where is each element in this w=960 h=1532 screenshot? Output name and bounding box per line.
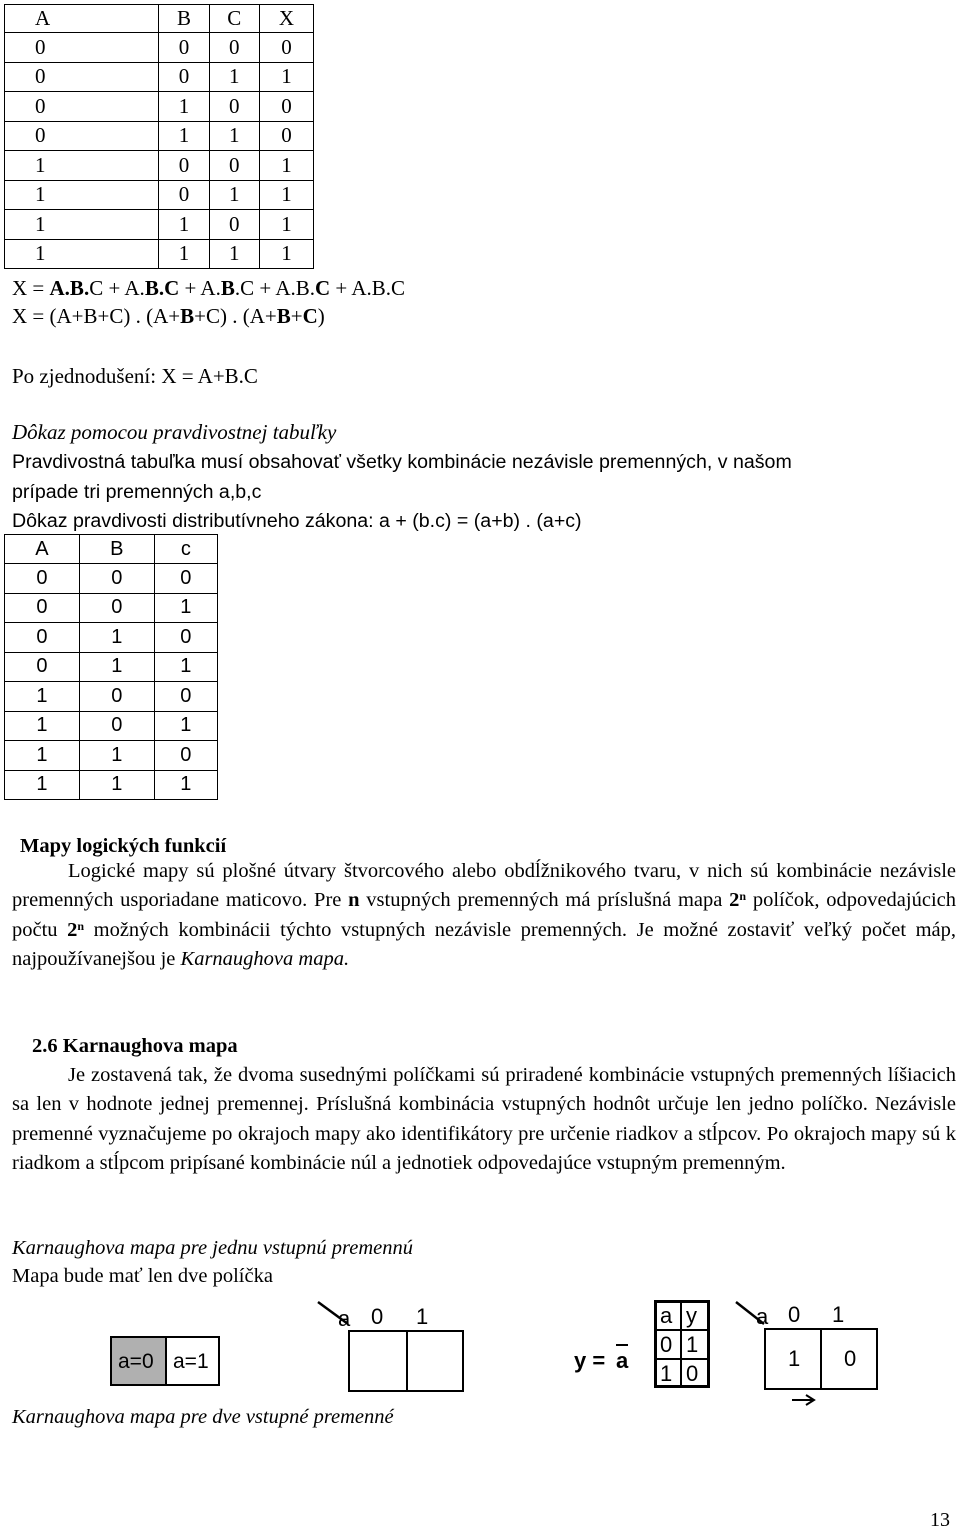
truth-table-1 bbox=[4, 4, 314, 269]
table-row bbox=[5, 62, 314, 92]
pos-part: + bbox=[290, 304, 303, 328]
section-number: 2.6 bbox=[32, 1035, 63, 1057]
simplified-expression: Po zjednodušení: X = A+B.C bbox=[12, 364, 258, 388]
table-cell: 1 bbox=[259, 62, 313, 92]
proof-heading: Dôkaz pomocou pravdivostnej tabuľky bbox=[12, 420, 337, 444]
two-var-heading: Karnaughova mapa pre dve vstupné premenné bbox=[12, 1406, 394, 1428]
text-run: vstupných premenných má príslušná mapa bbox=[359, 889, 730, 912]
table-cell: 0 bbox=[209, 33, 259, 63]
table-cell: 1 bbox=[79, 741, 154, 771]
table-cell: 1 bbox=[5, 180, 159, 210]
table-cell: 1 bbox=[5, 741, 80, 771]
map-cell bbox=[764, 1328, 822, 1390]
table-header-cell: B bbox=[159, 5, 209, 33]
table-cell: 0 bbox=[154, 682, 217, 712]
table-cell: 1 bbox=[209, 62, 259, 92]
table-cell: 1 bbox=[79, 623, 154, 653]
table-cell: 1 bbox=[5, 711, 80, 741]
variable-label: a bbox=[756, 1304, 769, 1329]
table-cell: 1 bbox=[159, 92, 209, 122]
one-var-heading: Karnaughova mapa pre jednu vstupnú premennú bbox=[12, 1237, 414, 1259]
map-cell bbox=[820, 1328, 878, 1390]
sop-expression bbox=[12, 276, 405, 300]
table-cell: 1 bbox=[154, 593, 217, 623]
table-cell: 0 bbox=[5, 623, 80, 653]
table-cell: 0 bbox=[154, 741, 217, 771]
text-run: n bbox=[348, 889, 360, 912]
table-cell: 1 bbox=[154, 770, 217, 800]
table-divider bbox=[680, 1300, 682, 1388]
table-cell: 0 bbox=[159, 180, 209, 210]
table-cell: 0 bbox=[5, 652, 80, 682]
table-row bbox=[5, 564, 218, 594]
table-cell: 1 bbox=[5, 151, 159, 181]
table-cell: 0 bbox=[209, 92, 259, 122]
sop-part: + A. bbox=[179, 276, 221, 300]
text-run: Karnaughova mapa. bbox=[180, 947, 350, 970]
table-cell: 1 bbox=[686, 1332, 699, 1357]
sop-part: B.C bbox=[144, 276, 180, 300]
arrow-icon bbox=[790, 1392, 820, 1408]
cell-value: 0 bbox=[844, 1346, 857, 1371]
column-label: 1 bbox=[832, 1302, 845, 1327]
table-cell: 0 bbox=[79, 711, 154, 741]
pos-expression bbox=[12, 304, 325, 328]
table-cell: 1 bbox=[154, 652, 217, 682]
table-cell: 0 bbox=[5, 121, 159, 151]
karnaugh-figure-3 bbox=[574, 1300, 714, 1392]
equation-rhs: a bbox=[616, 1348, 629, 1373]
table-cell: 1 bbox=[79, 652, 154, 682]
table-row bbox=[5, 180, 314, 210]
truth-table-2 bbox=[4, 534, 218, 800]
table-cell: 0 bbox=[159, 151, 209, 181]
table-cell: 0 bbox=[5, 593, 80, 623]
karnaugh-figure-1 bbox=[110, 1336, 220, 1386]
table-cell: 1 bbox=[259, 210, 313, 240]
text-run: políčok, odpovedajúcich počtu bbox=[12, 889, 956, 941]
table-cell: 1 bbox=[259, 180, 313, 210]
table-cell: 1 bbox=[259, 239, 313, 269]
pos-part: X = (A+B+C) . (A+ bbox=[12, 304, 181, 328]
column-label: 0 bbox=[788, 1302, 801, 1327]
table-header-cell: X bbox=[259, 5, 313, 33]
sop-part: A.B. bbox=[49, 276, 90, 300]
table-row bbox=[5, 741, 218, 771]
column-label: 1 bbox=[416, 1304, 429, 1329]
pos-part: B bbox=[180, 304, 195, 328]
table-row bbox=[5, 682, 218, 712]
cell-value: 1 bbox=[788, 1346, 801, 1371]
text-run: možných kombinácii týchto vstupných nezávisle premenných. Je možné zostaviť veľký počet máp, najpoužívanejšou je bbox=[12, 918, 956, 970]
cell-label: a=1 bbox=[173, 1350, 209, 1373]
table-header-cell: A bbox=[5, 5, 159, 33]
proof-line-1: Pravdivostná tabuľka musí obsahovať všetky kombinácie nezávisle premenných, v našom bbox=[12, 451, 792, 473]
table-header-cell: B bbox=[79, 535, 154, 564]
sop-part: C bbox=[315, 276, 331, 300]
cell-label: a=0 bbox=[118, 1350, 154, 1373]
maps-heading: Mapy logických funkcií bbox=[20, 835, 227, 857]
section-title: Karnaughova mapa bbox=[62, 1035, 238, 1057]
page-number: 13 bbox=[930, 1509, 950, 1531]
table-cell: 0 bbox=[209, 151, 259, 181]
table-row bbox=[5, 652, 218, 682]
table-cell: 0 bbox=[154, 564, 217, 594]
table-cell: 1 bbox=[259, 151, 313, 181]
table-cell: 1 bbox=[159, 239, 209, 269]
variable-label: a bbox=[338, 1306, 351, 1331]
table-cell: 0 bbox=[660, 1332, 673, 1357]
table-cell: 1 bbox=[154, 711, 217, 741]
table-row bbox=[5, 121, 314, 151]
table-cell: 0 bbox=[159, 62, 209, 92]
table-cell: 1 bbox=[5, 239, 159, 269]
table-cell: 0 bbox=[259, 92, 313, 122]
text-run: 2 bbox=[67, 918, 78, 941]
table-cell: 0 bbox=[686, 1361, 699, 1386]
table-row bbox=[5, 210, 314, 240]
sop-part: .C + A.B. bbox=[234, 276, 315, 300]
text-run: Logické mapy sú plošné útvary štvorcového alebo obdĺžnikového tvaru, v nich sú kombinácie nezávisle premenných usporiadane maticovo. Pre bbox=[12, 860, 956, 912]
table-row bbox=[5, 151, 314, 181]
karnaugh-figure-2 bbox=[316, 1300, 466, 1392]
table-cell: 0 bbox=[209, 210, 259, 240]
superscript: n bbox=[77, 918, 85, 933]
table-cell: 1 bbox=[5, 210, 159, 240]
table-cell: 0 bbox=[259, 33, 313, 63]
sop-part: C + A. bbox=[89, 276, 145, 300]
table-row bbox=[5, 593, 218, 623]
table-header-cell: C bbox=[209, 5, 259, 33]
table-row bbox=[5, 33, 314, 63]
table-cell: 0 bbox=[79, 593, 154, 623]
pos-part: B bbox=[276, 304, 291, 328]
table-cell: 0 bbox=[5, 92, 159, 122]
table-cell: 0 bbox=[5, 62, 159, 92]
proof-line-3: Dôkaz pravdivosti distributívneho zákona: a + (b.c) = (a+b) . (a+c) bbox=[12, 510, 582, 532]
table-row bbox=[5, 711, 218, 741]
table-cell: 0 bbox=[5, 33, 159, 63]
table-header-cell: y bbox=[686, 1303, 697, 1328]
sop-part: + A.B.C bbox=[330, 276, 406, 300]
pos-part: ) bbox=[317, 304, 325, 328]
table-header-row bbox=[5, 5, 314, 33]
table-divider bbox=[654, 1358, 710, 1360]
text-run: 2 bbox=[729, 889, 740, 912]
table-header-cell: a bbox=[660, 1303, 673, 1328]
table-row bbox=[5, 239, 314, 269]
table-divider bbox=[654, 1329, 710, 1331]
one-var-text: Mapa bude mať len dve políčka bbox=[12, 1265, 273, 1287]
sop-part: B bbox=[220, 276, 235, 300]
map-cell bbox=[165, 1336, 220, 1386]
karnaugh-heading bbox=[32, 1034, 238, 1058]
table-cell: 1 bbox=[5, 770, 80, 800]
table-cell: 1 bbox=[5, 682, 80, 712]
pos-part: +C) . (A+ bbox=[194, 304, 277, 328]
pos-part: C bbox=[302, 304, 318, 328]
superscript: n bbox=[739, 889, 747, 904]
table-cell: 1 bbox=[660, 1361, 673, 1386]
shaded-cell bbox=[110, 1336, 167, 1386]
table-cell: 1 bbox=[209, 180, 259, 210]
table-row bbox=[5, 623, 218, 653]
map-cell bbox=[348, 1330, 408, 1392]
maps-paragraph bbox=[12, 857, 956, 974]
table-cell: 1 bbox=[159, 121, 209, 151]
proof-line-2: prípade tri premenných a,b,c bbox=[12, 481, 262, 503]
table-cell: 0 bbox=[79, 564, 154, 594]
karnaugh-paragraph: Je zostavená tak, že dvoma susednými políčkami sú priradené kombinácie vstupných premenných líšiacich sa len v hodnote jednej premennej. Príslušná kombinácia vstupných hodnôt určuje len jedno políčko. Nezávisle premenné vyznačujeme po okrajoch mapy ako identifikátory pre určenie riadkov a stĺpcov. Po okrajoch mapy sú k riadkom a stĺpcom pripísané kombinácie núl a jednotiek odpovedajúce vstupným premenným. bbox=[12, 1064, 956, 1174]
table-header-row bbox=[5, 535, 218, 564]
table-cell: 0 bbox=[154, 623, 217, 653]
equation-lhs: y = bbox=[574, 1348, 606, 1373]
karnaugh-figure-4 bbox=[734, 1300, 904, 1410]
table-cell: 1 bbox=[79, 770, 154, 800]
column-label: 0 bbox=[371, 1304, 384, 1329]
table-row bbox=[5, 92, 314, 122]
overline bbox=[616, 1344, 628, 1346]
table-cell: 0 bbox=[159, 33, 209, 63]
table-cell: 1 bbox=[209, 121, 259, 151]
table-cell: 1 bbox=[209, 239, 259, 269]
table-row bbox=[5, 770, 218, 800]
table-cell: 0 bbox=[79, 682, 154, 712]
table-header-cell: c bbox=[154, 535, 217, 564]
table-cell: 1 bbox=[159, 210, 209, 240]
map-cell bbox=[406, 1330, 464, 1392]
sop-part: X = bbox=[12, 276, 50, 300]
table-cell: 0 bbox=[259, 121, 313, 151]
table-header-cell: A bbox=[5, 535, 80, 564]
table-cell: 0 bbox=[5, 564, 80, 594]
